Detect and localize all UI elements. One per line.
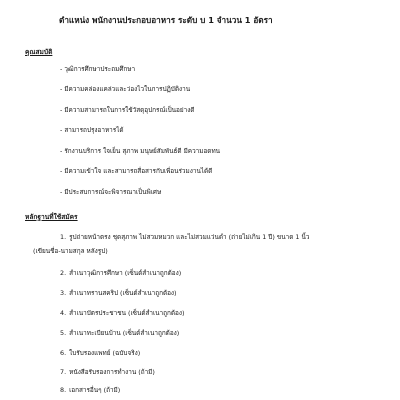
document-item: [60, 268, 181, 278]
document-item-number: 8.: [60, 386, 67, 394]
qualification-item: - มีความเข้าใจ และสามารถสื่อสารกับเพื่อนร่วมงานได้ดี: [60, 167, 213, 175]
qualification-item: - รักงานบริการ ใจเย็น สุภาพ มนุษย์สัมพันธ์ดี มีความอดทน: [60, 147, 221, 155]
document-item-text: รูปถ่ายหน้าตรง ชุดสุภาพ ไม่สวมหมวก และไม่สวมแว่นดำ (ถ่ายไม่เกิน 1 ปี) ขนาด 1 นิ้ว: [69, 233, 310, 241]
document-item-text: หนังสือรับรองการทำงาน (ถ้ามี): [69, 368, 155, 376]
document-item-text: สำเนาวุฒิการศึกษา (เซ็นต์สำเนาถูกต้อง): [69, 269, 182, 277]
document-item-number: 2.: [60, 269, 67, 277]
qualification-item: - สามารถปรุงอาหารได้: [60, 126, 124, 134]
qualification-item: - มีความคล่องแคล่วและว่องไวในการปฏิบัติงาน: [60, 85, 191, 93]
document-item: [60, 385, 120, 395]
position-title: ตำแหน่ง พนักงานประกอบอาหาร ระดับ บ 1 จำนวน 1 อัตรา: [59, 15, 273, 25]
document-item-text: สำเนาทรานสคริป (เซ็นต์สำเนาถูกต้อง): [69, 289, 177, 297]
document-item-text: เอกสารอื่นๆ (ถ้ามี): [69, 386, 121, 394]
document-item: [60, 308, 184, 318]
document-item: [60, 288, 177, 298]
document-item-number: 1.: [60, 233, 67, 241]
document-item-text: สำเนาทะเบียนบ้าน (เซ็นต์สำเนาถูกต้อง): [69, 329, 180, 337]
qualifications-heading: คุณสมบัติ: [25, 48, 53, 56]
document-item: [60, 328, 179, 338]
document-item: [60, 232, 309, 242]
document-item: [60, 367, 155, 377]
documents-heading: หลักฐานที่ใช้สมัคร: [25, 213, 78, 221]
qualification-item: - มีประสบการณ์จะพิจารณาเป็นพิเศษ: [60, 188, 162, 196]
document-item-number: 7.: [60, 368, 67, 376]
document-item-text: ใบรับรองแพทย์ (ฉบับจริง): [69, 349, 141, 357]
document-item-number: 6.: [60, 349, 67, 357]
document-item-number: 5.: [60, 329, 67, 337]
document-item-number: 3.: [60, 289, 67, 297]
qualification-item: - มีความสามารถในการใช้วัสดุอุปกรณ์เป็นอย่างดี: [60, 106, 195, 114]
document-item-number: 4.: [60, 309, 67, 317]
document-item: [60, 348, 140, 358]
qualification-item: - วุฒิการศึกษาประถมศึกษา: [60, 65, 136, 73]
document-item-text: สำเนาบัตรประชาชน (เซ็นต์สำเนาถูกต้อง): [69, 309, 185, 317]
document-item-continuation: (เขียนชื่อ-นามสกุล หลังรูป): [33, 247, 108, 255]
